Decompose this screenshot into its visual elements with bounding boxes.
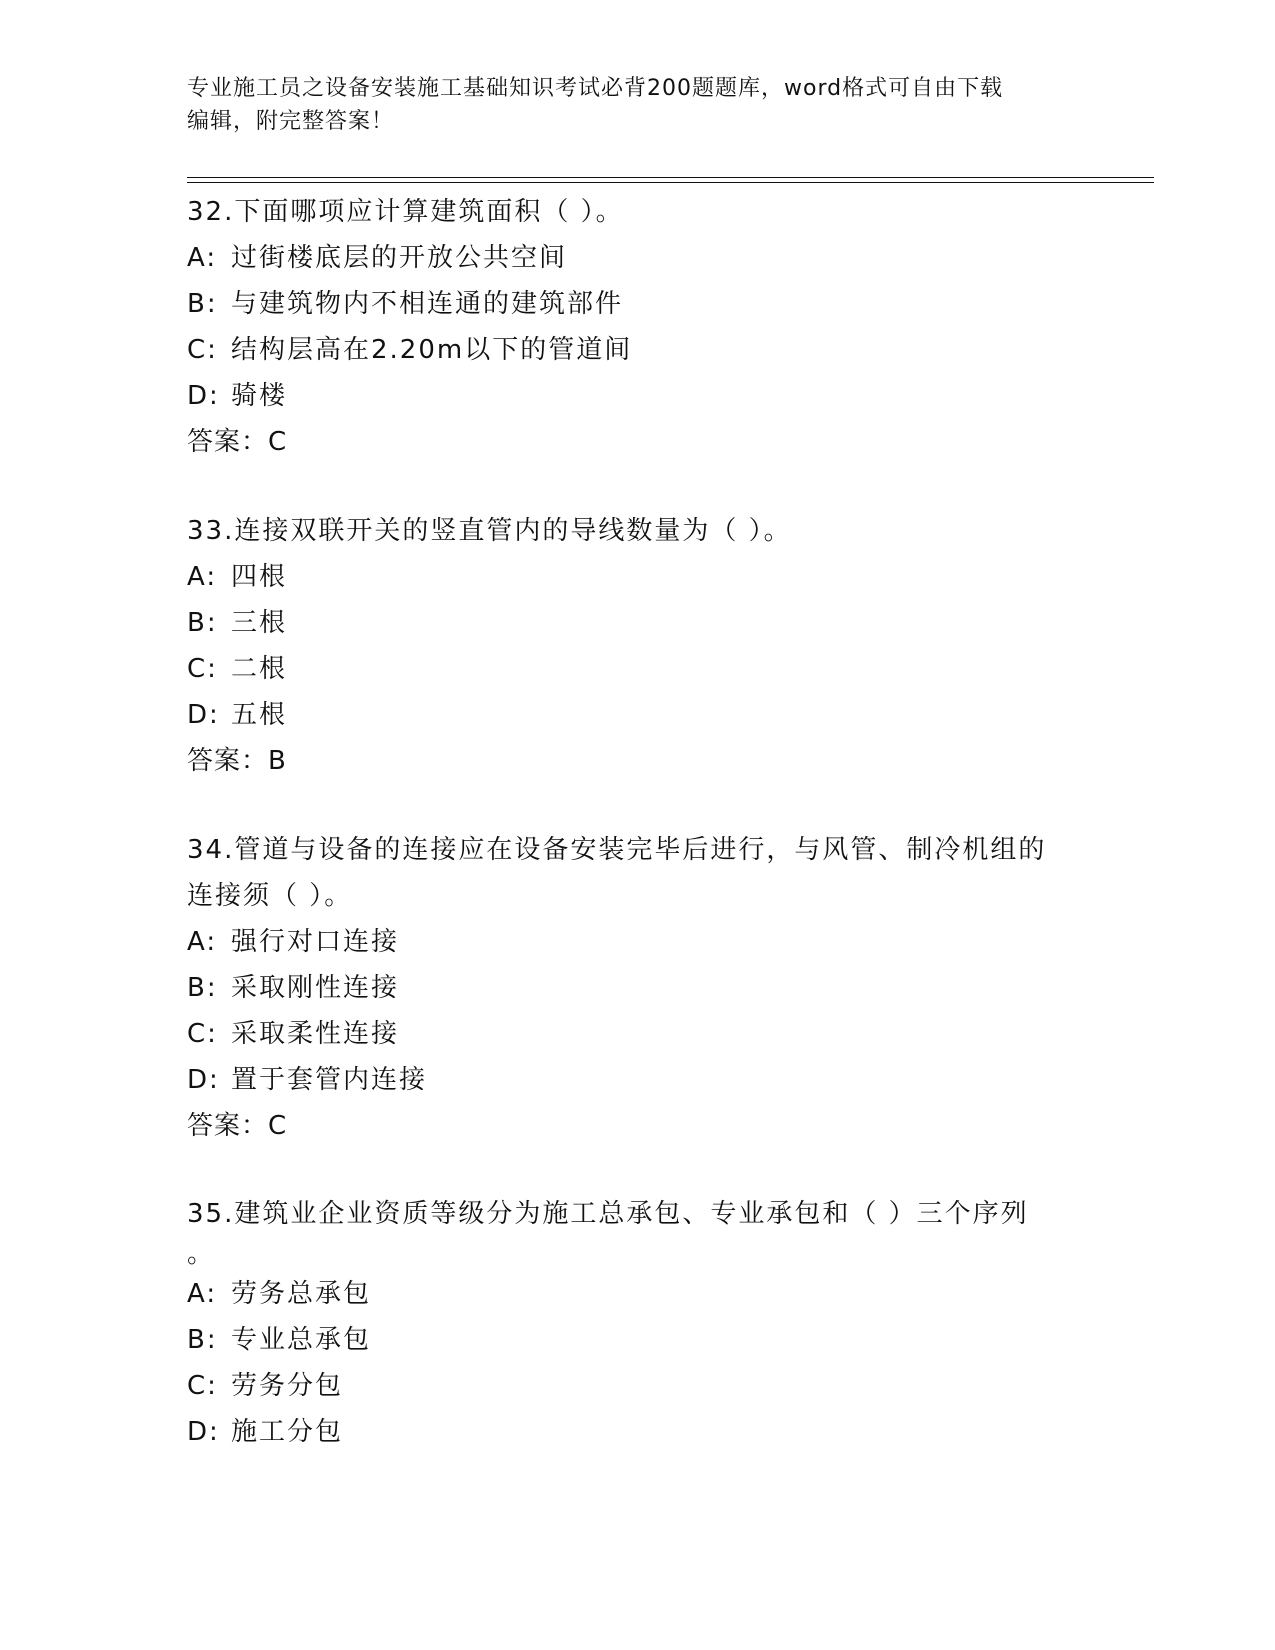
answer-line: 答案：C [187, 427, 288, 457]
question-stem-line-1: 34.管道与设备的连接应在设备安装完毕后进行，与风管、制冷机组的 [187, 835, 1047, 865]
option-b [187, 281, 1087, 327]
option-a [187, 919, 1087, 965]
option-key: B: [187, 973, 218, 1003]
option-text: 采取柔性连接 [231, 1019, 400, 1049]
option-key: B: [187, 608, 218, 638]
option-b [187, 965, 1087, 1011]
option-text: 采取刚性连接 [231, 973, 400, 1003]
option-key: D: [187, 700, 220, 730]
option-b [187, 1317, 1087, 1363]
answer-line: 答案：C [187, 1111, 288, 1141]
option-text: 劳务分包 [231, 1371, 344, 1401]
option-c [187, 327, 1087, 373]
option-a [187, 1271, 1087, 1317]
option-text: 四根 [231, 562, 288, 592]
option-d [187, 692, 1087, 738]
option-text: 二根 [231, 654, 288, 684]
option-text: 与建筑物内不相连通的建筑部件 [231, 289, 624, 319]
question-stem-line-1: 35.建筑业企业资质等级分为施工总承包、专业承包和（ ）三个序列 [187, 1199, 1029, 1229]
option-key: C: [187, 1371, 218, 1401]
question-35 [187, 1191, 1087, 1455]
option-key: C: [187, 654, 218, 684]
question-stem-line-2: 连接须（ ）。 [187, 881, 353, 911]
option-text: 置于套管内连接 [231, 1065, 428, 1095]
option-d [187, 373, 1087, 419]
option-key: A: [187, 243, 218, 273]
option-d [187, 1057, 1087, 1103]
header-line-1: 专业施工员之设备安装施工基础知识考试必背200题题库，word格式可自由下载 [187, 76, 1004, 101]
option-text: 专业总承包 [231, 1325, 372, 1355]
header-line-2: 编辑，附完整答案！ [187, 109, 395, 134]
option-key: C: [187, 335, 218, 365]
option-text: 施工分包 [231, 1417, 344, 1447]
option-d [187, 1409, 1087, 1455]
answer-line: 答案：B [187, 746, 287, 776]
option-text: 强行对口连接 [231, 927, 400, 957]
option-key: D: [187, 1065, 220, 1095]
option-a [187, 235, 1087, 281]
option-b [187, 600, 1087, 646]
option-key: B: [187, 289, 218, 319]
document-header [187, 72, 1087, 138]
option-text: 三根 [231, 608, 288, 638]
question-stem-line-2: 。 [187, 1239, 216, 1269]
option-key: A: [187, 562, 218, 592]
question-stem: 33.连接双联开关的竖直管内的导线数量为（ ）。 [187, 516, 792, 546]
option-key: D: [187, 1417, 220, 1447]
question-stem: 32.下面哪项应计算建筑面积（ ）。 [187, 197, 624, 227]
question-34 [187, 827, 1087, 1149]
option-key: C: [187, 1019, 218, 1049]
option-text: 过街楼底层的开放公共空间 [231, 243, 568, 273]
option-c [187, 1363, 1087, 1409]
header-divider-top [187, 177, 1154, 178]
option-c [187, 1011, 1087, 1057]
question-33 [187, 508, 1087, 784]
option-key: A: [187, 1279, 218, 1309]
option-key: B: [187, 1325, 218, 1355]
option-text: 五根 [231, 700, 288, 730]
question-32 [187, 189, 1087, 465]
option-c [187, 646, 1087, 692]
option-key: A: [187, 927, 218, 957]
option-key: D: [187, 381, 220, 411]
option-text: 结构层高在2.20m以下的管道间 [231, 335, 633, 365]
option-text: 骑楼 [231, 381, 288, 411]
option-a [187, 554, 1087, 600]
header-divider-bottom [187, 182, 1154, 183]
option-text: 劳务总承包 [231, 1279, 372, 1309]
